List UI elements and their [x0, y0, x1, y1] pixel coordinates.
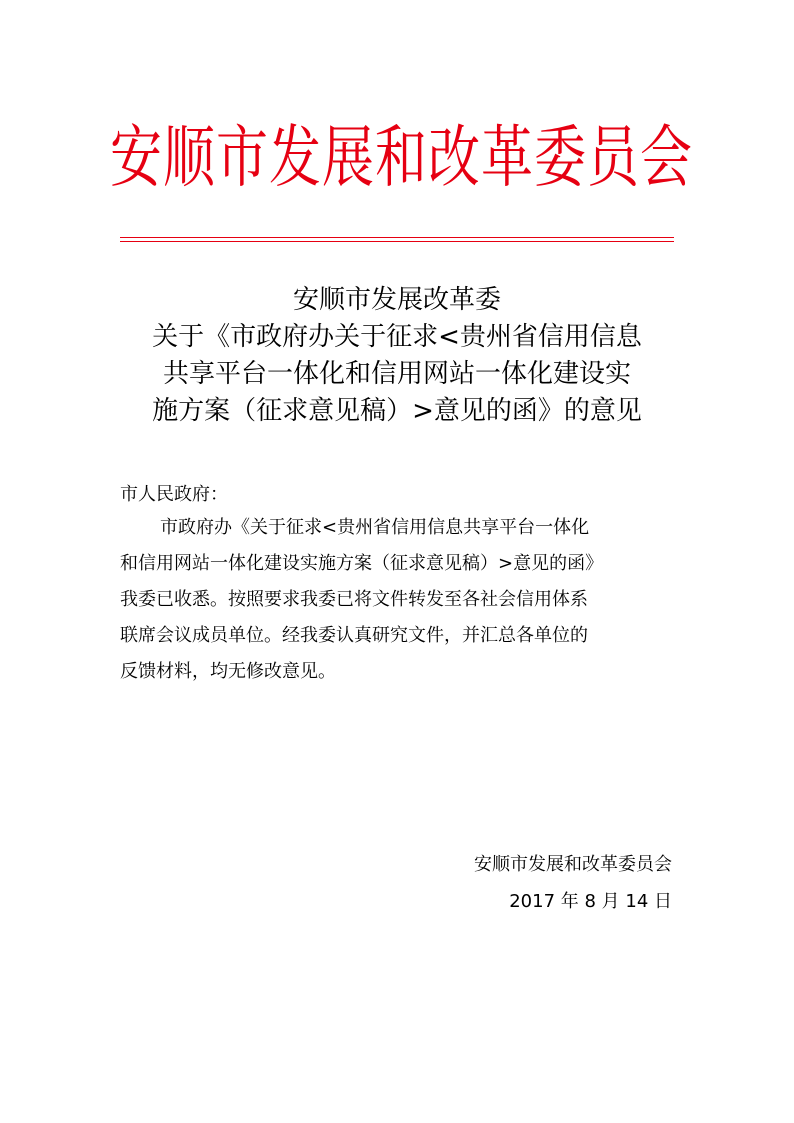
body-line-1: 市政府办《关于征求<贵州省信用信息共享平台一体化: [160, 517, 590, 538]
title-line-4: 施方案（征求意见稿）>意见的函》的意见: [152, 396, 642, 426]
title-line-2: 关于《市政府办关于征求<贵州省信用信息: [152, 322, 642, 352]
body-line-4: 联席会议成员单位。经我委认真研究文件，并汇总各单位的: [120, 625, 588, 646]
masthead-divider-top: [120, 237, 674, 238]
signer-name: 安顺市发展和改革委员会: [474, 854, 672, 875]
document-title: [100, 282, 694, 430]
masthead-title: 安顺市发展和改革委员会: [110, 119, 694, 198]
body-line-5: 反馈材料，均无修改意见。: [120, 661, 336, 682]
title-line-1: 安顺市发展改革委: [292, 285, 501, 315]
body-line-2: 和信用网站一体化建设实施方案（征求意见稿）>意见的函》: [120, 553, 604, 574]
body-paragraph: [120, 510, 680, 690]
masthead-divider-bottom: [120, 241, 674, 242]
document-date: 2017 年 8 月 14 日: [509, 891, 672, 912]
body-line-3: 我委已收悉。按照要求我委已将文件转发至各社会信用体系: [120, 589, 588, 610]
salutation: 市人民政府：: [120, 484, 228, 505]
title-line-3: 共享平台一体化和信用网站一体化建设实: [162, 359, 631, 389]
